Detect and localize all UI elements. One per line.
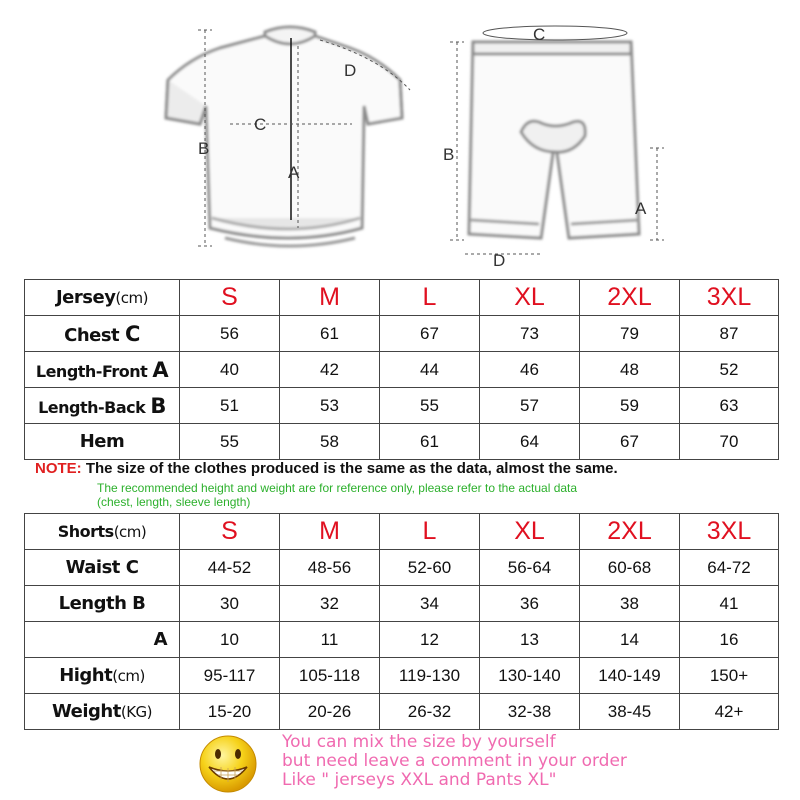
table-cell: 79 xyxy=(580,316,680,352)
table-cell: 95-117 xyxy=(180,658,280,694)
table-cell: 10 xyxy=(180,622,280,658)
shorts-header-unit: (cm) xyxy=(113,523,147,541)
table-cell: 55 xyxy=(380,388,480,424)
table-row xyxy=(25,388,779,424)
table-cell: 56-64 xyxy=(480,550,580,586)
shorts-diagram xyxy=(435,18,675,268)
jersey-diagram xyxy=(150,18,420,258)
footer-line2: but need leave a comment in your order xyxy=(282,751,627,771)
size-3xl: 3XL xyxy=(680,280,779,316)
jersey-size-table xyxy=(24,279,779,460)
footer-line1: You can mix the size by yourself xyxy=(282,732,556,752)
table-row xyxy=(25,550,779,586)
table-cell: 32 xyxy=(280,586,380,622)
table-cell: 64 xyxy=(480,424,580,460)
hem-label: Hem xyxy=(25,424,180,460)
table-cell: 67 xyxy=(380,316,480,352)
table-cell: 44 xyxy=(380,352,480,388)
table-row xyxy=(25,316,779,352)
jersey-a-marker: A xyxy=(288,163,300,182)
table-cell: 13 xyxy=(480,622,580,658)
size-xl: XL xyxy=(480,514,580,550)
table-cell: 61 xyxy=(380,424,480,460)
length-front-label: Length-Front A xyxy=(25,352,180,388)
table-cell: 32-38 xyxy=(480,694,580,730)
table-row xyxy=(25,424,779,460)
length-back-label: Length-Back B xyxy=(25,388,180,424)
table-header-row xyxy=(25,514,779,550)
table-cell: 57 xyxy=(480,388,580,424)
jersey-c-marker: C xyxy=(254,115,267,134)
size-s: S xyxy=(180,280,280,316)
table-cell: 56 xyxy=(180,316,280,352)
size-l: L xyxy=(380,280,480,316)
table-cell: 59 xyxy=(580,388,680,424)
note-reference-line1: The recommended height and weight are for reference only, please refer to the actual data xyxy=(97,481,578,495)
shorts-b-marker: B xyxy=(443,145,455,164)
table-cell: 58 xyxy=(280,424,380,460)
table-cell: 38 xyxy=(580,586,680,622)
size-l: L xyxy=(380,514,480,550)
table-cell: 67 xyxy=(580,424,680,460)
table-cell: 38-45 xyxy=(580,694,680,730)
jersey-header-cell xyxy=(25,280,180,316)
table-header-row xyxy=(25,280,779,316)
smiley-icon xyxy=(196,733,260,800)
weight-label: Weight(KG) xyxy=(25,694,180,730)
table-cell: 40 xyxy=(180,352,280,388)
size-s: S xyxy=(180,514,280,550)
table-cell: 87 xyxy=(680,316,779,352)
size-2xl: 2XL xyxy=(580,514,680,550)
table-cell: 46 xyxy=(480,352,580,388)
table-cell: 30 xyxy=(180,586,280,622)
table-cell: 16 xyxy=(680,622,779,658)
table-cell: 52-60 xyxy=(380,550,480,586)
note-text: The size of the clothes produced is the same as the data, almost the same. xyxy=(85,460,618,477)
table-cell: 14 xyxy=(580,622,680,658)
table-cell: 73 xyxy=(480,316,580,352)
shorts-header-label: Shorts xyxy=(57,522,114,541)
shorts-c-marker: C xyxy=(533,25,546,44)
table-cell: 140-149 xyxy=(580,658,680,694)
chest-label: Chest C xyxy=(25,316,180,352)
table-cell: 63 xyxy=(680,388,779,424)
table-cell: 55 xyxy=(180,424,280,460)
table-cell: 44-52 xyxy=(180,550,280,586)
table-cell: 42+ xyxy=(680,694,779,730)
size-2xl: 2XL xyxy=(580,280,680,316)
waist-label: Waist C xyxy=(25,550,180,586)
size-3xl: 3XL xyxy=(680,514,779,550)
table-cell: 15-20 xyxy=(180,694,280,730)
size-note xyxy=(35,460,618,477)
table-row xyxy=(25,352,779,388)
table-row xyxy=(25,694,779,730)
table-cell: 61 xyxy=(280,316,380,352)
table-cell: 64-72 xyxy=(680,550,779,586)
size-m: M xyxy=(280,280,380,316)
jersey-d-marker: D xyxy=(344,61,357,80)
inseam-a-label: A xyxy=(25,622,180,658)
shorts-a-marker: A xyxy=(635,199,647,218)
note-reference-line2: (chest, length, sleeve length) xyxy=(97,495,251,509)
length-label: Length B xyxy=(25,586,180,622)
jersey-header-unit: (cm) xyxy=(115,289,148,307)
table-cell: 20-26 xyxy=(280,694,380,730)
table-cell: 119-130 xyxy=(380,658,480,694)
note-reference xyxy=(97,481,697,509)
size-m: M xyxy=(280,514,380,550)
table-cell: 105-118 xyxy=(280,658,380,694)
table-cell: 26-32 xyxy=(380,694,480,730)
shorts-size-table xyxy=(24,513,779,730)
table-row xyxy=(25,622,779,658)
shorts-d-marker: D xyxy=(493,251,506,268)
table-cell: 48-56 xyxy=(280,550,380,586)
table-cell: 130-140 xyxy=(480,658,580,694)
table-cell: 41 xyxy=(680,586,779,622)
shorts-header-cell xyxy=(25,514,180,550)
table-cell: 60-68 xyxy=(580,550,680,586)
table-cell: 48 xyxy=(580,352,680,388)
size-xl: XL xyxy=(480,280,580,316)
table-cell: 42 xyxy=(280,352,380,388)
mix-size-message xyxy=(282,733,627,790)
table-cell: 51 xyxy=(180,388,280,424)
footer-line3: Like " jerseys XXL and Pants XL" xyxy=(282,770,557,790)
note-label: NOTE: xyxy=(35,460,82,477)
table-cell: 53 xyxy=(280,388,380,424)
table-cell: 70 xyxy=(680,424,779,460)
table-row xyxy=(25,658,779,694)
table-row xyxy=(25,586,779,622)
height-label: Hight(cm) xyxy=(25,658,180,694)
table-cell: 12 xyxy=(380,622,480,658)
table-cell: 11 xyxy=(280,622,380,658)
table-cell: 52 xyxy=(680,352,779,388)
table-cell: 150+ xyxy=(680,658,779,694)
table-cell: 34 xyxy=(380,586,480,622)
table-cell: 36 xyxy=(480,586,580,622)
jersey-header-label: Jersey xyxy=(55,287,116,308)
jersey-b-marker: B xyxy=(198,139,210,158)
